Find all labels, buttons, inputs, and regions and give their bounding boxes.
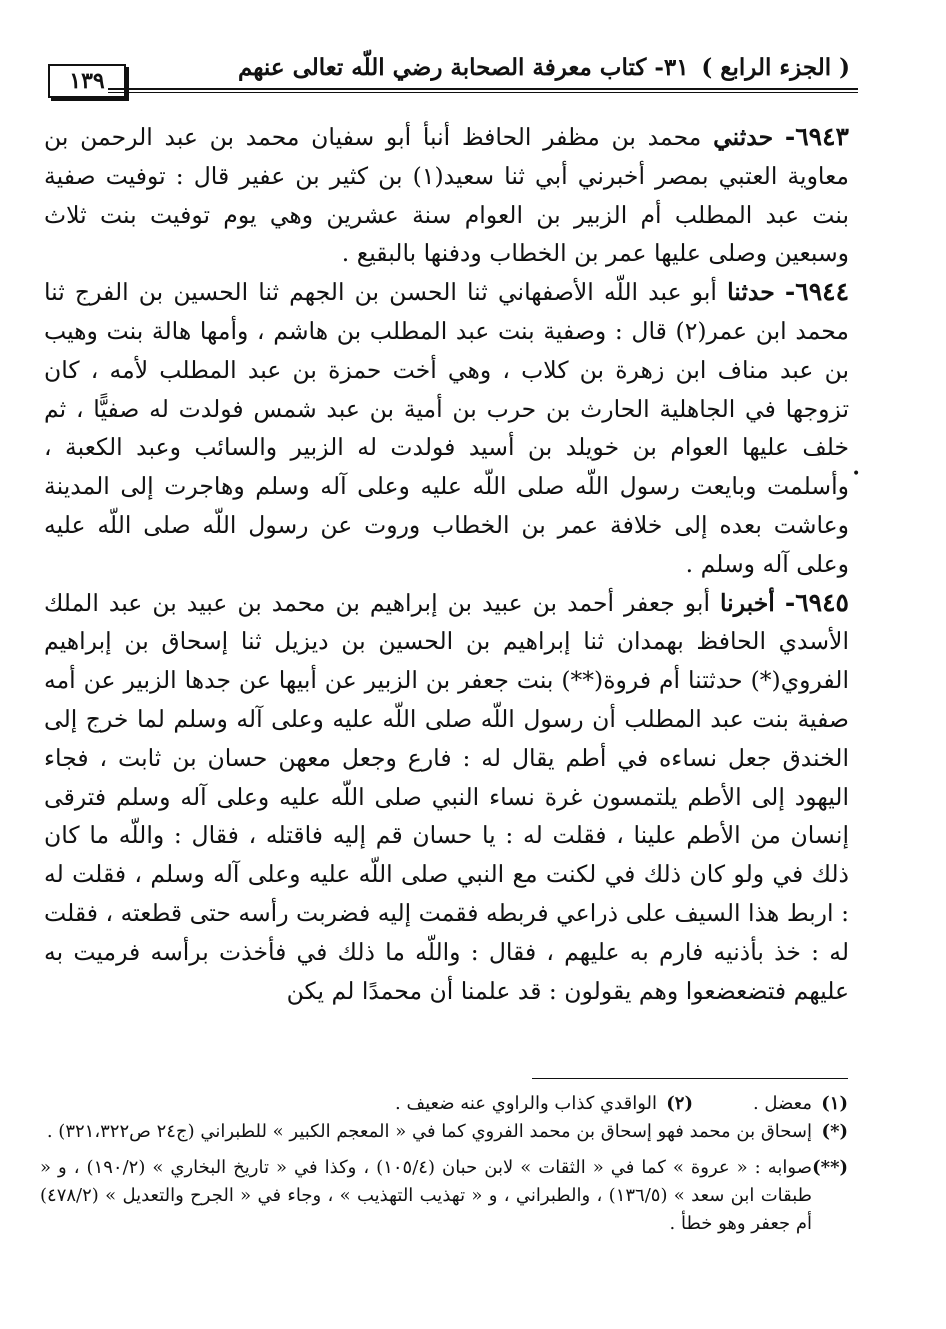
- margin-mark: •: [852, 466, 861, 482]
- footnote-text: الواقدي كذاب والراوي عنه ضعيف .: [395, 1093, 657, 1114]
- page-number: ١٣٩: [48, 64, 126, 98]
- main-text: [44, 118, 849, 1010]
- footnote-text: إسحاق بن محمد فهو إسحاق بن محمد الفروي كما في « المعجم الكبير » للطبراني (ج٢٤ ص٣٢١،٣٢٢) .: [46, 1121, 812, 1142]
- page-header: [38, 48, 858, 96]
- hadith-text: محمد بن مظفر الحافظ أنبأ أبو سفيان محمد بن عبد الرحمن بن معاوية العتبي بمصر أخبرني أبي ثنا سعيد(١) بن كثير بن عفير قال : توفيت صفية بنت عبد المطلب أم الزبير بن العوام سنة عشرين وهي يوم توفيت بنت ثلاث وسبعين وصلى عليها عمر بن الخطاب ودفنها بالبقيع .: [44, 123, 849, 268]
- footnote-mark: (*): [821, 1121, 848, 1142]
- narration-verb: حدثنا: [727, 278, 775, 307]
- footnote-star: [40, 1118, 848, 1146]
- footnote-mark: (**): [812, 1157, 848, 1178]
- volume-label: ( الجزء الرابع ): [701, 54, 850, 81]
- footnote-text: معضل .: [752, 1093, 812, 1114]
- hadith-number: ٦٩٤٣-: [784, 122, 849, 151]
- footnote-mark: (١): [821, 1093, 848, 1114]
- narration-verb: أخبرنا: [720, 588, 775, 617]
- hadith-text: أبو عبد اللّه الأصفهاني ثنا الحسن بن الجهم ثنا الحسين بن الفرج ثنا محمد ابن عمر(٢) قال : وصفية بنت عبد المطلب بن هاشم ، وأمها هالة بنت وهيب بن عبد مناف ابن زهرة بن كلاب ، وهي أخت حمزة بن عبد المطلب لأمه ، كان تزوجها في الجاهلية الحارث بن حرب بن أمية بن عبد شمس فولدت له صفيًّا ، ثم خلف عليها العوام بن خويلد بن أسيد فولدت له الزبير والسائب وعبد الكعبة ، وأسلمت وبايعت رسول اللّه صلى اللّه عليه وعلى آله وسلم وهاجرت إلى المدينة وعاشت بعده إلى خلافة عمر بن الخطاب وروت عن رسول اللّه صلى اللّه عليه وعلى آله وسلم .: [44, 278, 850, 578]
- footnote-2: [395, 1090, 693, 1118]
- footnote-double-star: [40, 1154, 848, 1238]
- hadith-text: أبو جعفر أحمد بن عبيد بن إبراهيم بن محمد بن عبيد بن عبد الملك الأسدي الحافظ بهمدان ثنا إبراهيم بن الحسين بن ديزيل ثنا إسحاق بن إبراهيم الفروي(*) حدثتنا أم فروة(**) بنت جعفر بن الزبير عن أبيها عن جدها الزبير عن أمه صفية بنت عبد المطلب أن رسول اللّه صلى اللّه عليه وعلى آله وسلم لما خرج إلى الخندق جعل نساءه في أطم يقال له : فارع وجعل معهن حسان بن ثابت ، فجاء اليهود إلى الأطم يلتمسون غرة نساء النبي صلى اللّه عليه وعلى آله وسلم فترقى إنسان من الأطم علينا ، فقلت له : يا حسان قم إليه فاقتله ، فقال : واللّه ما كان ذلك في ولو كان ذلك في لكنت مع النبي صلى اللّه عليه وعلى آله وسلم ، فقلت له : اربط هذا السيف على ذراعي فربطه فقمت إليه فضربت رأسه حتى قطعته ، فقلت له : خذ بأذنيه فارم به عليهم ، فقال : واللّه ما ذلك في فأخذت برأسه فرميت به عليهم فتضعضعوا وهم يقولون : قد علمنا أن محمدًا لم يكن: [44, 588, 849, 1005]
- hadith-6943: [44, 118, 849, 273]
- hadith-6944: [44, 273, 849, 583]
- header-rule: [108, 88, 858, 90]
- book-title: ٣١- كتاب معرفة الصحابة رضي اللّه تعالى عنهم: [238, 54, 689, 81]
- hadith-number: ٦٩٤٤-: [784, 277, 849, 307]
- footnote-1: [753, 1090, 848, 1118]
- narration-verb: حدثني: [713, 123, 774, 151]
- header-rule-thin: [108, 92, 858, 93]
- footnote-row: [40, 1090, 848, 1118]
- footnotes: [40, 1090, 848, 1238]
- footnote-mark: (٢): [666, 1093, 693, 1114]
- hadith-6945: [44, 584, 849, 1011]
- hadith-number: ٦٩٤٥-: [784, 587, 849, 617]
- footnote-text: صوابه : « عروة » كما في « الثقات » لابن حبان (١٠٥/٤) ، وكذا في « تاريخ البخاري » (١٩٠/٢) ، و « طبقات ابن سعد » (١٣٦/٥) ، والطبراني ، و « تهذيب التهذيب » ، وجاء في « الجرح والتعديل » (٤٧٨/٢) أم جعفر وهو خطأ .: [40, 1157, 812, 1234]
- footnote-separator: [532, 1078, 848, 1079]
